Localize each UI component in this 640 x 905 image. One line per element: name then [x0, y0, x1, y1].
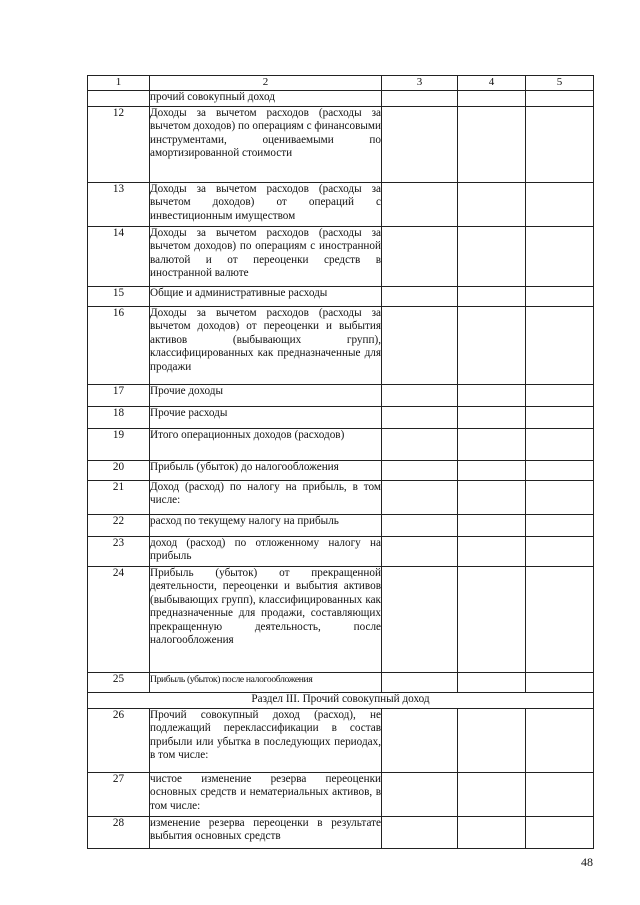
column-header-row — [88, 76, 594, 91]
value-cell — [382, 107, 458, 183]
value-cell — [382, 307, 458, 385]
value-cell — [458, 287, 526, 307]
column-header: 2 — [150, 76, 382, 91]
value-cell — [458, 673, 526, 693]
value-cell — [382, 817, 458, 849]
row-number: 18 — [88, 407, 150, 429]
table-row — [88, 407, 594, 429]
row-label: Прибыль (убыток) до налогообложения — [150, 461, 382, 481]
row-label: Итого операционных доходов (расходов) — [150, 429, 382, 461]
value-cell — [458, 107, 526, 183]
row-label: Доход (расход) по налогу на прибыль, в том числе: — [150, 481, 382, 515]
row-label: чистое изменение резерва переоценки основных средств и нематериальных активов, в том числе: — [150, 773, 382, 817]
value-cell — [382, 429, 458, 461]
value-cell — [382, 537, 458, 567]
value-cell — [382, 407, 458, 429]
value-cell — [458, 407, 526, 429]
table-row — [88, 709, 594, 773]
row-number: 15 — [88, 287, 150, 307]
table-row — [88, 307, 594, 385]
value-cell — [382, 227, 458, 287]
value-cell — [382, 287, 458, 307]
table-row — [88, 227, 594, 287]
table-row — [88, 461, 594, 481]
value-cell — [458, 481, 526, 515]
value-cell — [458, 817, 526, 849]
section-title: Раздел III. Прочий совокупный доход — [88, 693, 594, 709]
value-cell — [458, 183, 526, 227]
row-label: Доходы за вычетом расходов (расходы за вычетом доходов) по операциям с финансовыми инструментами, оцениваемыми по амортизированной стоимости — [150, 107, 382, 183]
value-cell — [526, 461, 594, 481]
row-number — [88, 91, 150, 107]
value-cell — [526, 481, 594, 515]
value-cell — [382, 673, 458, 693]
value-cell — [526, 91, 594, 107]
value-cell — [382, 567, 458, 673]
row-number: 20 — [88, 461, 150, 481]
value-cell — [526, 107, 594, 183]
section-row — [88, 693, 594, 709]
row-number: 19 — [88, 429, 150, 461]
value-cell — [458, 461, 526, 481]
row-number: 23 — [88, 537, 150, 567]
row-number: 25 — [88, 673, 150, 693]
value-cell — [526, 407, 594, 429]
value-cell — [458, 91, 526, 107]
report-table — [87, 75, 594, 849]
row-label: Прочие доходы — [150, 385, 382, 407]
value-cell — [526, 429, 594, 461]
value-cell — [526, 567, 594, 673]
table-row — [88, 385, 594, 407]
row-number: 13 — [88, 183, 150, 227]
value-cell — [382, 515, 458, 537]
value-cell — [526, 537, 594, 567]
value-cell — [458, 429, 526, 461]
table-row — [88, 429, 594, 461]
column-header: 3 — [382, 76, 458, 91]
value-cell — [526, 515, 594, 537]
value-cell — [458, 537, 526, 567]
table-row — [88, 773, 594, 817]
column-header: 1 — [88, 76, 150, 91]
table-row — [88, 817, 594, 849]
row-number: 28 — [88, 817, 150, 849]
value-cell — [458, 709, 526, 773]
page-number: 48 — [581, 855, 593, 869]
row-number: 27 — [88, 773, 150, 817]
row-label: Прибыль (убыток) от прекращенной деятельности, переоценки и выбытия активов (выбывающих групп), классифицированных как предназначенные для продажи, составляющих прекращенную деятельность, после налогообложения — [150, 567, 382, 673]
value-cell — [526, 183, 594, 227]
row-number: 14 — [88, 227, 150, 287]
value-cell — [458, 227, 526, 287]
row-number: 22 — [88, 515, 150, 537]
row-label: прочий совокупный доход — [150, 91, 382, 107]
row-label: Прочие расходы — [150, 407, 382, 429]
row-label: Доходы за вычетом расходов (расходы за вычетом доходов) от переоценки и выбытия активов (выбывающих групп), классифицированных как предназначенные для продажи — [150, 307, 382, 385]
row-number: 26 — [88, 709, 150, 773]
value-cell — [382, 773, 458, 817]
row-label: изменение резерва переоценки в результате выбытия основных средств — [150, 817, 382, 849]
value-cell — [458, 307, 526, 385]
value-cell — [382, 91, 458, 107]
value-cell — [458, 773, 526, 817]
table-row — [88, 183, 594, 227]
value-cell — [458, 515, 526, 537]
value-cell — [526, 709, 594, 773]
value-cell — [526, 287, 594, 307]
table-row — [88, 673, 594, 693]
value-cell — [382, 461, 458, 481]
row-number: 17 — [88, 385, 150, 407]
table-row — [88, 91, 594, 107]
table-row — [88, 537, 594, 567]
table-row — [88, 287, 594, 307]
row-label: расход по текущему налогу на прибыль — [150, 515, 382, 537]
row-label: Общие и административные расходы — [150, 287, 382, 307]
row-label: доход (расход) по отложенному налогу на прибыль — [150, 537, 382, 567]
table-row — [88, 107, 594, 183]
value-cell — [382, 709, 458, 773]
table-row — [88, 515, 594, 537]
value-cell — [382, 183, 458, 227]
column-header: 5 — [526, 76, 594, 91]
row-number: 16 — [88, 307, 150, 385]
table-row — [88, 481, 594, 515]
value-cell — [458, 567, 526, 673]
row-label: Доходы за вычетом расходов (расходы за вычетом доходов) по операциям с иностранной валютой и от переоценки средств в иностранной валюте — [150, 227, 382, 287]
value-cell — [526, 773, 594, 817]
value-cell — [526, 385, 594, 407]
value-cell — [526, 227, 594, 287]
value-cell — [382, 481, 458, 515]
column-header: 4 — [458, 76, 526, 91]
row-label: Доходы за вычетом расходов (расходы за вычетом доходов) от операций с инвестиционным имуществом — [150, 183, 382, 227]
row-number: 24 — [88, 567, 150, 673]
row-number: 21 — [88, 481, 150, 515]
row-label: Прочий совокупный доход (расход), не подлежащий переклассификации в состав прибыли или убытка в последующих периодах, в том числе: — [150, 709, 382, 773]
value-cell — [526, 817, 594, 849]
value-cell — [458, 385, 526, 407]
value-cell — [526, 673, 594, 693]
table-row — [88, 567, 594, 673]
value-cell — [526, 307, 594, 385]
row-label: Прибыль (убыток) после налогообложения — [150, 673, 382, 693]
value-cell — [382, 385, 458, 407]
row-number: 12 — [88, 107, 150, 183]
